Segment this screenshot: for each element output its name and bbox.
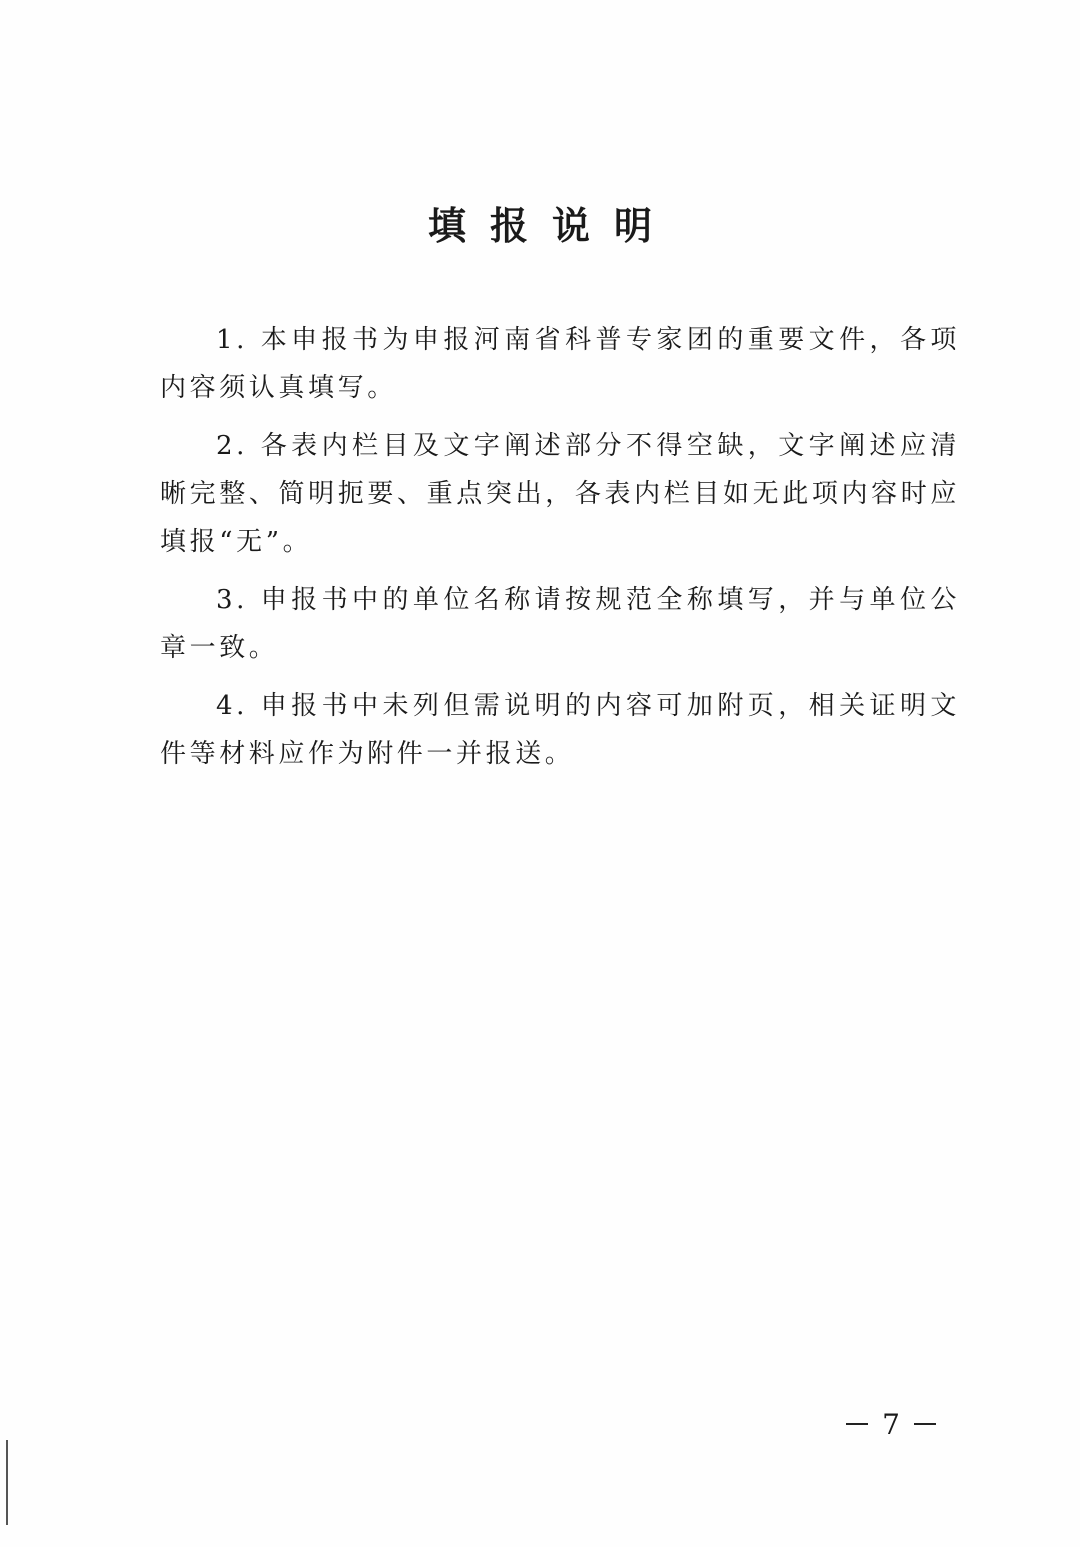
scan-edge-line <box>6 1440 8 1525</box>
page-number-dash-left <box>846 1423 868 1425</box>
instruction-paragraph-2: 2. 各表内栏目及文字阐述部分不得空缺，文字阐述应清晰完整、简明扼要、重点突出，各表内栏目如无此项内容时应填报“无”。 <box>160 431 960 557</box>
instruction-paragraph-3: 3. 申报书中的单位名称请按规范全称填写，并与单位公章一致。 <box>160 585 960 663</box>
page-number: 7 <box>882 1407 900 1441</box>
instruction-paragraph-1: 1. 本申报书为申报河南省科普专家团的重要文件，各项内容须认真填写。 <box>160 325 960 403</box>
page-number-footer <box>846 1404 936 1444</box>
page-number-dash-right <box>914 1423 936 1425</box>
page-title: 填报说明 <box>427 203 676 248</box>
instructions-body <box>160 316 960 788</box>
instruction-paragraph-4: 4. 申报书中未列但需说明的内容可加附页，相关证明文件等材料应作为附件一并报送。 <box>160 691 960 769</box>
